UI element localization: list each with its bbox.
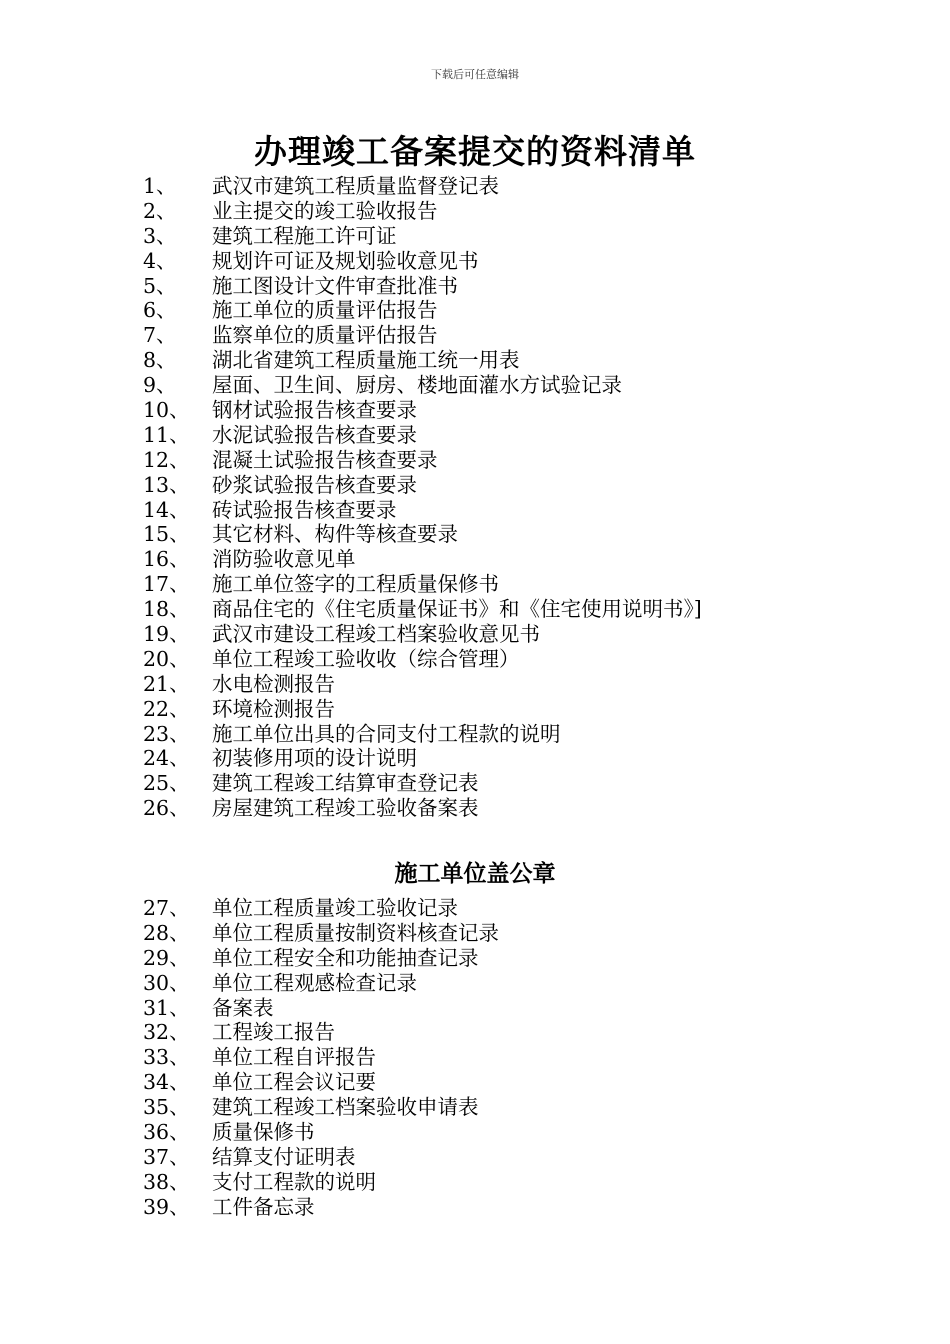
item-text: 单位工程质量竣工验收记录 bbox=[212, 896, 458, 920]
item-text: 备案表 bbox=[212, 995, 274, 1020]
list-item bbox=[143, 398, 702, 423]
list-item bbox=[143, 522, 702, 547]
item-number: 6、 bbox=[143, 298, 177, 323]
item-text: 武汉市建设工程竣工档案验收意见书 bbox=[212, 622, 540, 647]
item-text: 混凝土试验报告核查要录 bbox=[212, 447, 438, 472]
item-text: 单位工程会议记要 bbox=[212, 1070, 376, 1095]
list-item bbox=[143, 672, 702, 697]
list-item bbox=[143, 1045, 499, 1070]
item-number: 24、 bbox=[143, 746, 190, 771]
item-text: 砖试验报告核查要录 bbox=[212, 497, 397, 522]
item-text: 施工图设计文件审查批准书 bbox=[212, 273, 458, 298]
item-text: 砂浆试验报告核查要录 bbox=[212, 472, 417, 497]
item-number: 27、 bbox=[143, 896, 190, 920]
list-item bbox=[143, 1195, 499, 1220]
item-number: 32、 bbox=[143, 1020, 190, 1045]
section-heading: 施工单位盖公章 bbox=[394, 860, 556, 887]
item-number: 18、 bbox=[143, 597, 190, 622]
item-number: 22、 bbox=[143, 696, 190, 721]
item-text: 施工单位的质量评估报告 bbox=[212, 298, 438, 323]
item-number: 26、 bbox=[143, 796, 190, 821]
list-item bbox=[143, 373, 702, 398]
item-number: 13、 bbox=[143, 472, 190, 497]
item-number: 37、 bbox=[143, 1144, 190, 1169]
item-number: 12、 bbox=[143, 447, 190, 472]
item-number: 39、 bbox=[143, 1194, 190, 1219]
page-header: 下载后可任意编辑 bbox=[431, 68, 519, 81]
item-text: 施工单位出具的合同支付工程款的说明 bbox=[212, 721, 561, 746]
item-number: 19、 bbox=[143, 622, 190, 647]
list-item bbox=[143, 746, 702, 771]
document-title: 办理竣工备案提交的资料清单 bbox=[254, 132, 696, 171]
list-item bbox=[143, 249, 702, 274]
list-item bbox=[143, 1070, 499, 1095]
item-text: 单位工程质量按制资料核查记录 bbox=[212, 920, 499, 945]
item-text: 支付工程款的说明 bbox=[212, 1169, 376, 1194]
item-text: 建筑工程竣工档案验收申请表 bbox=[212, 1095, 479, 1120]
item-text: 单位工程自评报告 bbox=[212, 1045, 376, 1070]
item-number: 20、 bbox=[143, 646, 190, 671]
item-number: 28、 bbox=[143, 920, 190, 945]
materials-list-2 bbox=[143, 896, 499, 1220]
item-number: 7、 bbox=[143, 323, 177, 348]
item-number: 14、 bbox=[143, 497, 190, 522]
list-item bbox=[143, 473, 702, 498]
item-text: 工程竣工报告 bbox=[212, 1020, 335, 1045]
item-text: 湖北省建筑工程质量施工统一用表 bbox=[212, 348, 520, 373]
item-text: 工件备忘录 bbox=[212, 1194, 315, 1219]
list-item bbox=[143, 547, 702, 572]
list-item bbox=[143, 1145, 499, 1170]
list-item bbox=[143, 348, 702, 373]
item-number: 31、 bbox=[143, 995, 190, 1020]
list-item bbox=[143, 946, 499, 971]
item-number: 8、 bbox=[143, 348, 177, 373]
item-number: 4、 bbox=[143, 248, 177, 273]
item-number: 3、 bbox=[143, 223, 177, 248]
list-item bbox=[143, 921, 499, 946]
item-number: 11、 bbox=[143, 422, 190, 447]
item-number: 38、 bbox=[143, 1169, 190, 1194]
item-text: 屋面、卫生间、厨房、楼地面灌水方试验记录 bbox=[212, 373, 622, 398]
item-text: 单位工程竣工验收收（综合管理） bbox=[212, 646, 520, 671]
item-text: 单位工程观感检查记录 bbox=[212, 970, 417, 995]
item-number: 29、 bbox=[143, 945, 190, 970]
list-item bbox=[143, 572, 702, 597]
item-number: 10、 bbox=[143, 398, 190, 423]
item-text: 环境检测报告 bbox=[212, 696, 335, 721]
item-number: 5、 bbox=[143, 273, 177, 298]
item-text: 单位工程安全和功能抽查记录 bbox=[212, 945, 479, 970]
list-item bbox=[143, 622, 702, 647]
item-text: 水电检测报告 bbox=[212, 671, 335, 696]
list-item bbox=[143, 971, 499, 996]
item-text: 初装修用项的设计说明 bbox=[212, 746, 417, 771]
item-text: 房屋建筑工程竣工验收备案表 bbox=[212, 796, 479, 821]
list-item bbox=[143, 1120, 499, 1145]
item-text: 水泥试验报告核查要录 bbox=[212, 422, 417, 447]
item-text: 商品住宅的《住宅质量保证书》和《住宅使用说明书》] bbox=[212, 597, 702, 622]
item-text: 质量保修书 bbox=[212, 1120, 315, 1145]
list-item bbox=[143, 174, 702, 199]
list-item bbox=[143, 274, 702, 299]
item-text: 建筑工程竣工结算审查登记表 bbox=[212, 771, 479, 796]
item-text: 武汉市建筑工程质量监督登记表 bbox=[212, 174, 499, 198]
list-item bbox=[143, 448, 702, 473]
list-item bbox=[143, 199, 702, 224]
item-number: 15、 bbox=[143, 522, 190, 547]
item-number: 23、 bbox=[143, 721, 190, 746]
item-text: 建筑工程施工许可证 bbox=[212, 223, 397, 248]
list-item bbox=[143, 896, 499, 921]
item-text: 消防验收意见单 bbox=[212, 547, 356, 572]
item-number: 30、 bbox=[143, 970, 190, 995]
list-item bbox=[143, 796, 702, 821]
item-text: 钢材试验报告核查要录 bbox=[212, 398, 417, 423]
item-number: 36、 bbox=[143, 1120, 190, 1145]
list-item bbox=[143, 423, 702, 448]
list-item bbox=[143, 771, 702, 796]
list-item bbox=[143, 722, 702, 747]
item-text: 监察单位的质量评估报告 bbox=[212, 323, 438, 348]
item-number: 17、 bbox=[143, 572, 190, 597]
item-text: 其它材料、构件等核查要录 bbox=[212, 522, 458, 547]
list-item bbox=[143, 1020, 499, 1045]
item-text: 施工单位签字的工程质量保修书 bbox=[212, 572, 499, 597]
list-item bbox=[143, 498, 702, 523]
list-item bbox=[143, 996, 499, 1021]
item-text: 规划许可证及规划验收意见书 bbox=[212, 248, 479, 273]
item-number: 25、 bbox=[143, 771, 190, 796]
materials-list-1 bbox=[143, 174, 702, 821]
item-number: 1、 bbox=[143, 174, 177, 198]
list-item bbox=[143, 597, 702, 622]
item-number: 35、 bbox=[143, 1095, 190, 1120]
item-text: 业主提交的竣工验收报告 bbox=[212, 198, 438, 223]
list-item bbox=[143, 1095, 499, 1120]
item-number: 2、 bbox=[143, 198, 177, 223]
item-number: 9、 bbox=[143, 373, 177, 398]
list-item bbox=[143, 1170, 499, 1195]
item-number: 33、 bbox=[143, 1045, 190, 1070]
list-item bbox=[143, 323, 702, 348]
item-number: 16、 bbox=[143, 547, 190, 572]
item-text: 结算支付证明表 bbox=[212, 1144, 356, 1169]
list-item bbox=[143, 298, 702, 323]
list-item bbox=[143, 647, 702, 672]
list-item bbox=[143, 697, 702, 722]
list-item bbox=[143, 224, 702, 249]
item-number: 21、 bbox=[143, 671, 190, 696]
item-number: 34、 bbox=[143, 1070, 190, 1095]
